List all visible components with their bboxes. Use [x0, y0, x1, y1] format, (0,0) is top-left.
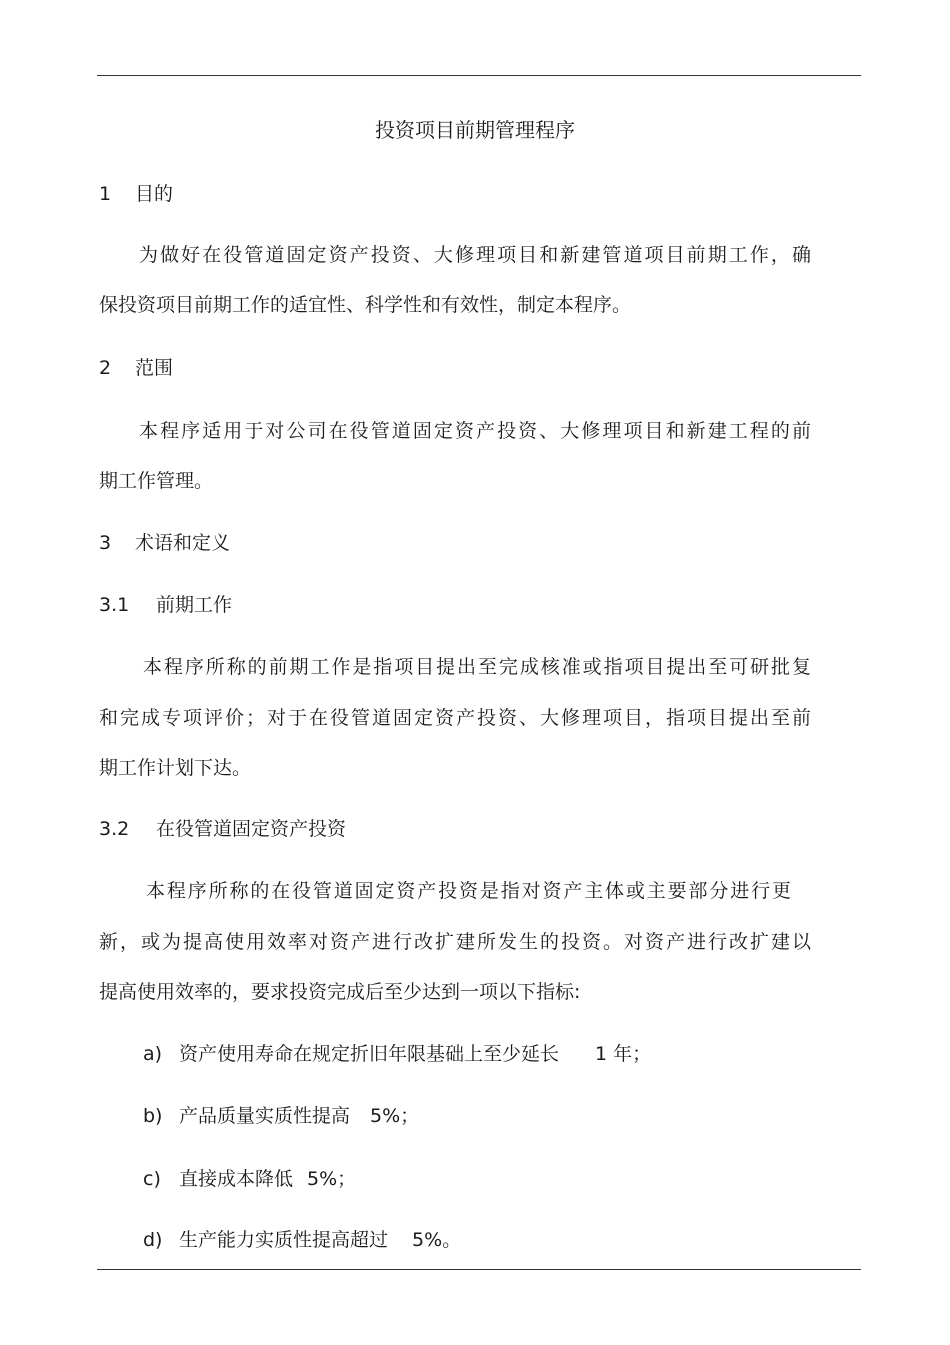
list-item-text: 资产使用寿命在规定折旧年限基础上至少延长	[179, 1043, 560, 1065]
section-title: 目的	[135, 183, 174, 205]
section-title: 术语和定义	[135, 532, 231, 554]
section-title: 在役管道固定资产投资	[156, 818, 347, 840]
paragraph-line: 本程序适用于对公司在役管道固定资产投资、大修理项目和新建工程的前	[139, 420, 811, 442]
list-item-text: 生产能力实质性提高超过	[179, 1229, 389, 1251]
section-3-1-heading	[99, 592, 232, 618]
paragraph-line: 和完成专项评价；对于在役管道固定资产投资、大修理项目，指项目提出至前	[99, 707, 811, 729]
section-title: 范围	[135, 357, 174, 379]
section-1-heading	[99, 181, 173, 207]
paragraph-line: 为做好在役管道固定资产投资、大修理项目和新建管道项目前期工作，确	[139, 244, 811, 266]
paragraph-line: 本程序所称的前期工作是指项目提出至完成核准或指项目提出至可研批复	[143, 656, 811, 678]
section-2-heading	[99, 355, 173, 381]
list-item	[143, 1041, 651, 1067]
list-item-label: b)	[143, 1105, 163, 1127]
header-rule	[97, 75, 861, 76]
list-item-value: 5%；	[370, 1105, 420, 1127]
document-title: 投资项目前期管理程序	[375, 118, 575, 142]
section-title: 前期工作	[156, 594, 233, 616]
list-item-value: 5%。	[412, 1229, 462, 1251]
paragraph-line: 保投资项目前期工作的适宜性、科学性和有效性，制定本程序。	[99, 294, 632, 316]
list-item-text: 产品质量实质性提高	[179, 1105, 351, 1127]
list-item	[143, 1103, 419, 1129]
list-item-label: d)	[143, 1229, 163, 1251]
paragraph-line: 新，或为提高使用效率对资产进行改扩建所发生的投资。对资产进行改扩建以	[99, 931, 811, 953]
list-item-label: c)	[143, 1168, 161, 1190]
list-item	[143, 1227, 461, 1253]
section-3-heading	[99, 530, 230, 556]
section-number: 1	[99, 183, 112, 205]
paragraph-line: 提高使用效率的，要求投资完成后至少达到一项以下指标:	[99, 981, 581, 1003]
list-item-value: 1 年；	[595, 1043, 652, 1065]
list-item-text: 直接成本降低	[179, 1168, 294, 1190]
list-item-value: 5%；	[307, 1168, 357, 1190]
footer-rule	[97, 1269, 861, 1270]
list-item	[143, 1166, 356, 1192]
section-number: 3.2	[99, 818, 130, 840]
paragraph-line: 期工作管理。	[99, 470, 214, 492]
section-3-2-heading	[99, 816, 346, 842]
list-item-label: a)	[143, 1043, 163, 1065]
section-number: 3	[99, 532, 112, 554]
section-number: 3.1	[99, 594, 130, 616]
paragraph-line: 本程序所称的在役管道固定资产投资是指对资产主体或主要部分进行更	[146, 880, 791, 902]
section-number: 2	[99, 357, 112, 379]
paragraph-line: 期工作计划下达。	[99, 757, 252, 779]
